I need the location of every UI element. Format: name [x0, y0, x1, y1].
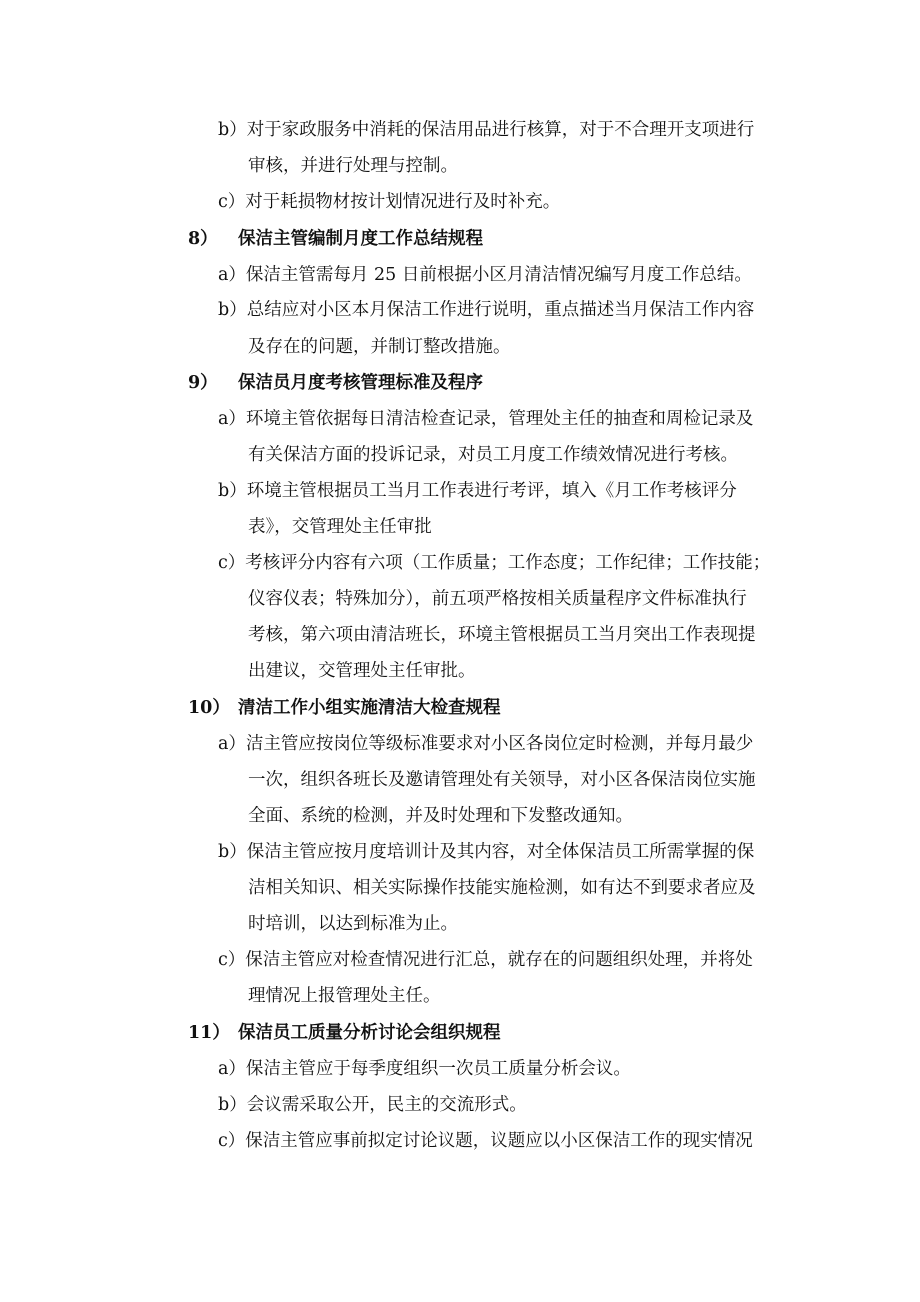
list-item-line: b）对于家政服务中消耗的保洁用品进行核算，对于不合理开支项进行: [218, 120, 755, 140]
list-item-line: 时培训，以达到标准为止。: [248, 914, 458, 934]
section-title: 保洁员工质量分析讨论会组织规程: [238, 1023, 501, 1043]
list-item-line: c）保洁主管应对检查情况进行汇总，就存在的问题组织处理，并将处: [218, 950, 753, 970]
list-item-line: a）环境主管依据每日清洁检查记录，管理处主任的抽查和周检记录及: [218, 409, 754, 429]
section-number: 11）: [188, 1023, 230, 1043]
list-item-line: 及存在的问题，并制订整改措施。: [248, 337, 511, 357]
list-item-line: 审核，并进行处理与控制。: [248, 156, 458, 176]
section-heading: [188, 227, 483, 251]
section-number: 8）: [188, 229, 218, 249]
section-title: 清洁工作小组实施清洁大检查规程: [238, 698, 501, 718]
section-heading: [188, 371, 483, 395]
section-number: 10）: [188, 698, 230, 718]
list-item-line: b）会议需采取公开，民主的交流形式。: [218, 1095, 527, 1115]
section-heading: [188, 696, 501, 720]
list-item-line: 洁相关知识、相关实际操作技能实施检测，如有达不到要求者应及: [248, 878, 756, 898]
list-item-line: 表》，交管理处主任审批: [248, 517, 432, 537]
list-item-line: 理情况上报管理处主任。: [248, 986, 441, 1006]
list-item-line: b）总结应对小区本月保洁工作进行说明，重点描述当月保洁工作内容: [218, 300, 755, 320]
list-item-line: c）考核评分内容有六项（工作质量；工作态度；工作纪律；工作技能；: [218, 553, 771, 573]
list-item-line: 考核，第六项由清洁班长，环境主管根据员工当月突出工作表现提: [248, 625, 756, 645]
list-item-line: a）保洁主管应于每季度组织一次员工质量分析会议。: [218, 1059, 631, 1079]
section-heading: [188, 1021, 501, 1045]
list-item-line: 出建议，交管理处主任审批。: [248, 661, 476, 681]
list-item-line: b）环境主管根据员工当月工作表进行考评，填入《月工作考核评分: [218, 481, 737, 501]
list-item-line: c）保洁主管应事前拟定讨论议题，议题应以小区保洁工作的现实情况: [218, 1131, 753, 1151]
list-item-line: b）保洁主管应按月度培训计及其内容，对全体保洁员工所需掌握的保: [218, 842, 755, 862]
list-item-line: a）保洁主管需每月 25 日前根据小区月清洁情况编写月度工作总结。: [218, 265, 752, 285]
list-item-line: c）对于耗损物材按计划情况进行及时补充。: [218, 192, 561, 212]
section-title: 保洁主管编制月度工作总结规程: [238, 229, 483, 249]
list-item-line: 全面、系统的检测，并及时处理和下发整改通知。: [248, 806, 633, 826]
section-title: 保洁员月度考核管理标准及程序: [238, 373, 483, 393]
list-item-line: 有关保洁方面的投诉记录，对员工月度工作绩效情况进行考核。: [248, 445, 738, 465]
section-number: 9）: [188, 373, 218, 393]
list-item-line: 一次，组织各班长及邀请管理处有关领导，对小区各保洁岗位实施: [248, 770, 756, 790]
list-item-line: a）洁主管应按岗位等级标准要求对小区各岗位定时检测，并每月最少: [218, 734, 754, 754]
list-item-line: 仪容仪表；特殊加分），前五项严格按相关质量程序文件标准执行: [248, 589, 747, 609]
